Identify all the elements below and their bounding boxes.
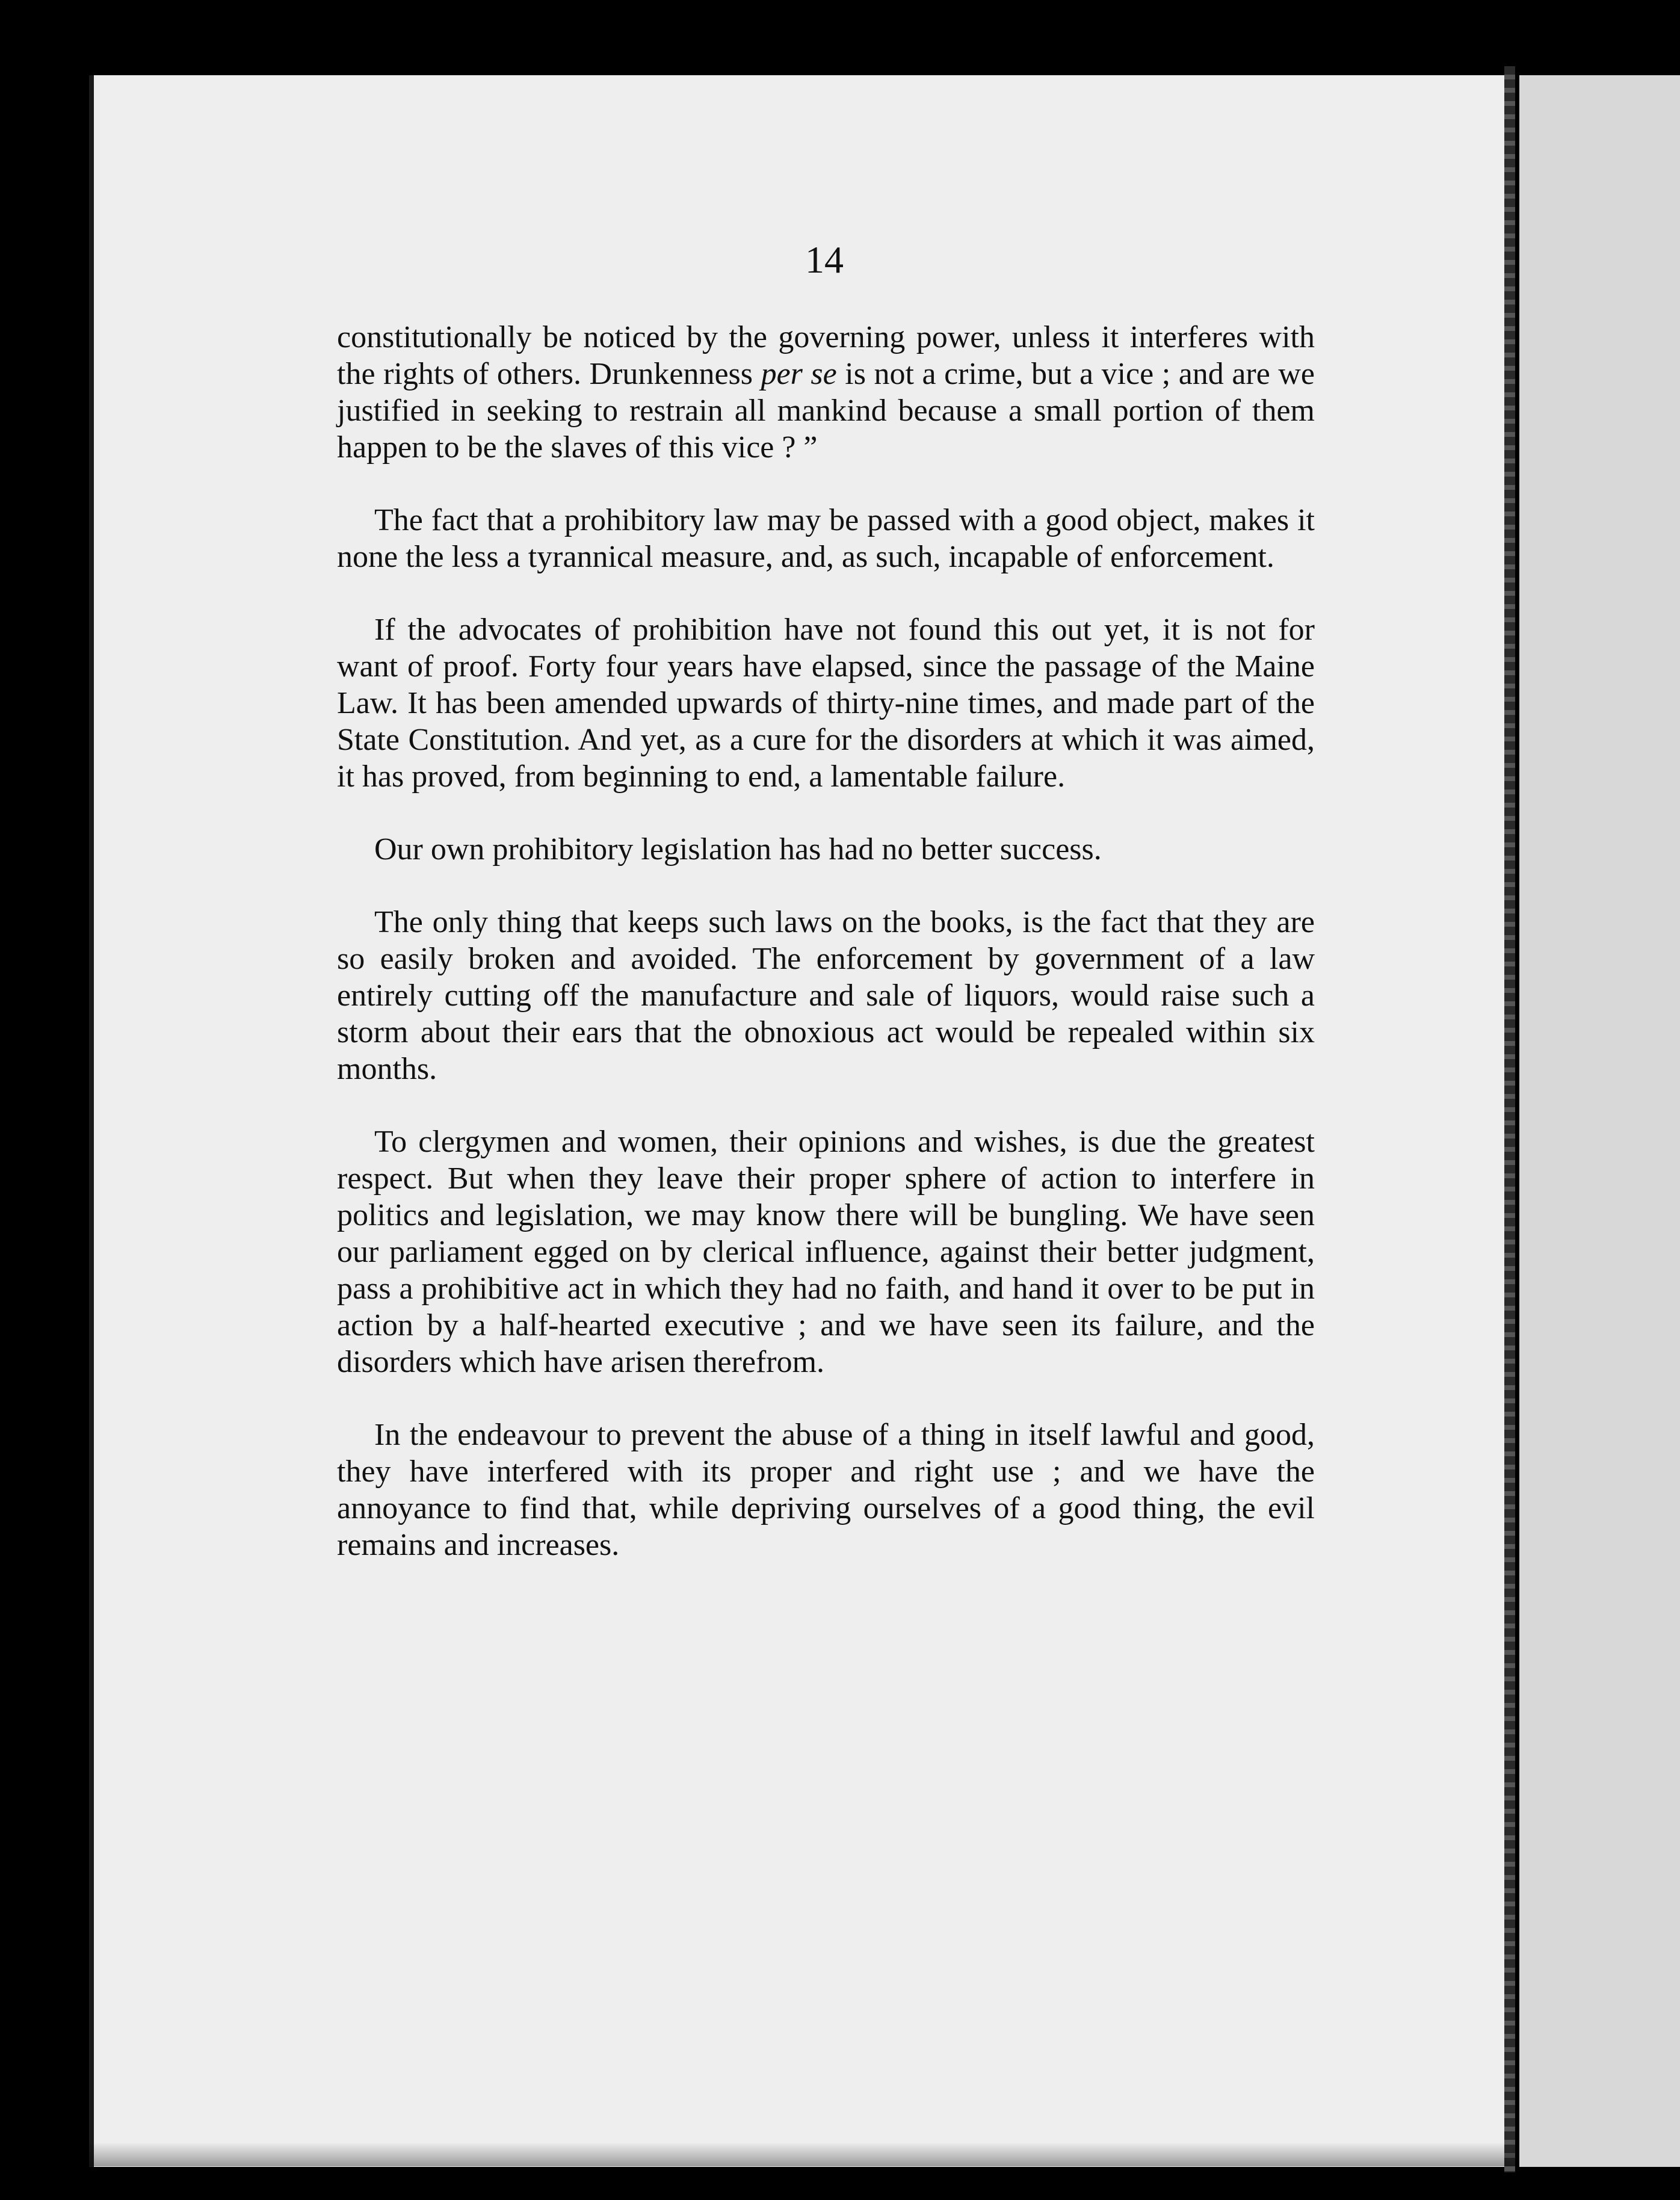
- paragraph-3: If the advocates of prohibition have not found this out yet, it is not for want of proof. Forty four years have elapsed, since the passage of the Maine Law. It has been amended upwards of thirty-nine times, and made part of the State Constitution. And yet, as a cure for the disorders at which it was aimed, it has proved, from beginning to end, a lamentable failure.: [337, 613, 1315, 794]
- paragraph-1-start: constitutionally be noticed by the governing power, unless it interferes with the rights of others. Drunkenness: [337, 320, 1315, 391]
- body-text: [337, 319, 1315, 1599]
- paragraph-1-end: is not a crime, but a vice ; and are we justified in seeking to restrain all mankind because a small portion of them happen to be the slaves of this vice ? ”: [337, 357, 1315, 465]
- page-number: 14: [805, 238, 844, 281]
- paragraph-6: To clergymen and women, their opinions and wishes, is due the greatest respect. But when they leave their proper sphere of action to interfere in politics and legislation, we may know there will be bungling. We have seen our parliament egged on by clerical influence, against their better judgment, pass a prohibitive act in which they had no faith, and hand it over to be put in action by a half-hearted executive ; and we have seen its failure, and the disorders which have arisen therefrom.: [337, 1125, 1315, 1379]
- paragraph-1: [337, 319, 1315, 466]
- page-spine-shadow: [1504, 66, 1515, 2172]
- paragraph-4: Our own prohibitory legislation has had no better success.: [374, 832, 1102, 867]
- paragraph-7: In the endeavour to prevent the abuse of a thing in itself lawful and good, they have interfered with its proper and right use ; and we have the annoyance to find that, while depriving ourselves of a good thing, the evil remains and increases.: [337, 1418, 1315, 1562]
- paragraph-2: The fact that a prohibitory law may be passed with a good object, makes it none the less a tyrannical measure, and, as such, incapable of enforcement.: [337, 503, 1315, 574]
- adjacent-page-edge: [1519, 75, 1680, 2167]
- page-bottom-shadow: [89, 2142, 1515, 2166]
- paragraph-5: The only thing that keeps such laws on the books, is the fact that they are so easily broken and avoided. The enforcement by government of a law entirely cutting off the manufacture and sale of liquors, would raise such a storm about their ears that the obnoxious act would be repealed within six months.: [337, 905, 1315, 1086]
- latin-phrase: per se: [761, 357, 837, 391]
